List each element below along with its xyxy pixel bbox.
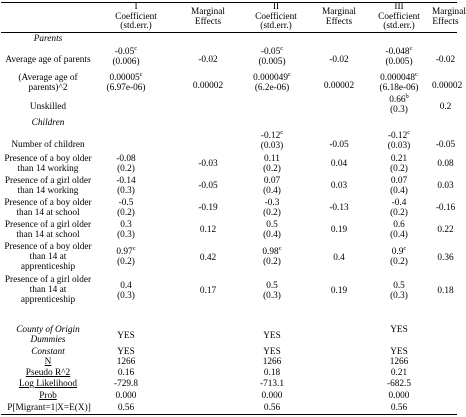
coef-cell: 0.07 (0.4)	[263, 176, 281, 196]
value-cell: YES	[263, 331, 281, 341]
value-cell: -682.5	[386, 379, 411, 389]
marginal-cell: 0.00002	[323, 81, 355, 91]
value-cell: YES	[117, 347, 135, 357]
value-cell: 0.18	[263, 368, 281, 378]
marginal-cell: 0.08	[437, 159, 454, 169]
coef-cell: 0.4 (0.3)	[117, 281, 135, 301]
col-title: Coefficient	[255, 11, 297, 22]
row-label-girl-working: Presence of a girl older than 14 working	[4, 176, 92, 196]
col-title: Marginal	[432, 7, 466, 17]
header-rule	[1, 32, 457, 33]
marginal-cell: 0.36	[437, 253, 454, 263]
model-number: III	[394, 2, 404, 12]
marginal-cell: 0.22	[437, 225, 454, 235]
coef-cell: 0.000049$^c$ (6.2e-06)	[253, 70, 291, 93]
col-subtitle: (std.err.)	[383, 21, 415, 31]
marginal-cell: -0.05	[329, 140, 349, 150]
marginal-cell: -0.05	[435, 140, 456, 150]
marginal-cell: 0.03	[330, 181, 348, 191]
marginal-cell: 0.17	[199, 286, 217, 296]
row-label-boy-apprenticeship: Presence of a boy older than 14 at apprenticeship	[4, 242, 92, 272]
value-cell: 0.000	[115, 391, 137, 401]
coef-cell: -0.5 (0.2)	[117, 198, 135, 218]
marginal-cell: -0.02	[329, 55, 349, 65]
marginal-cell: -0.05	[198, 181, 218, 191]
section-parents: Parents	[33, 34, 63, 44]
marginal-cell: -0.13	[329, 203, 349, 213]
coef-cell: -0.14 (0.3)	[116, 176, 136, 196]
coef-cell: 0.21 (0.2)	[390, 154, 408, 174]
marginal-cell: 0.00002	[192, 81, 224, 91]
coef-cell: 0.97$^c$ (0.2)	[116, 244, 136, 267]
row-label-avg-age: Average age of parents	[5, 55, 91, 65]
value-cell: 0.16	[117, 368, 135, 378]
coef-cell: 0.00005$^c$ (6.97e-06)	[106, 70, 146, 93]
row-label-prob: Prob	[39, 391, 57, 401]
row-label-county-dummies: County of Origin Dummies	[16, 325, 80, 345]
coef-cell: 0.98$^c$ (0.2)	[262, 244, 282, 267]
col-subtitle: (std.err.)	[260, 21, 292, 31]
value-cell: 0.000	[388, 391, 410, 401]
row-label-n: N	[44, 357, 52, 367]
coef-cell: -0.05$^c$ (0.006)	[112, 44, 140, 67]
marginal-cell: 0.2	[439, 102, 452, 112]
value-cell: -713.1	[259, 379, 284, 389]
coef-cell: -0.08 (0.2)	[116, 154, 136, 174]
coef-cell: 0.11 (0.2)	[263, 154, 281, 174]
marginal-cell: 0.18	[437, 286, 454, 296]
coef-cell: 0.9$^c$ (0.2)	[390, 244, 408, 267]
value-cell: -729.8	[113, 379, 138, 389]
value-cell: YES	[390, 347, 408, 357]
marginal-cell: 0.19	[330, 225, 348, 235]
col-title: Marginal	[191, 7, 225, 17]
col-header-model-3	[366, 3, 432, 32]
row-label-boy-school: Presence of a boy older than 14 at school	[4, 198, 92, 218]
value-cell: YES	[117, 331, 135, 341]
row-label-avg-age-squared: (Average age of parents)^2	[18, 73, 78, 93]
marginal-cell: 0.03	[437, 181, 454, 191]
value-cell: 0.21	[390, 368, 408, 378]
row-label-girl-apprenticeship: Presence of a girl older than 14 at apprenticeship	[4, 275, 92, 305]
marginal-cell: 0.19	[330, 286, 348, 296]
marginal-cell: 0.42	[199, 253, 217, 263]
model-number: I	[134, 2, 138, 12]
marginal-cell: -0.02	[198, 55, 218, 65]
value-cell: YES	[390, 325, 408, 335]
col-subtitle: (std.err.)	[120, 21, 152, 31]
row-label-constant: Constant	[31, 347, 65, 357]
col-header-model-2	[240, 3, 312, 32]
col-title: Coefficient	[115, 11, 157, 22]
coef-cell: -0.05$^c$ (0.005)	[258, 44, 286, 67]
value-cell: 0.56	[117, 403, 135, 413]
row-label-log-likelihood: Log Likelihood	[18, 379, 78, 389]
value-cell: 1266	[116, 357, 136, 367]
coef-cell: -0.12$^c$ (0.03)	[260, 128, 284, 151]
coef-cell: 0.5 (0.3)	[390, 281, 408, 301]
section-children: Children	[31, 118, 65, 128]
row-label-p-migrant: P[Migrant=1|X=E(X)]	[7, 403, 91, 413]
row-label-girl-school: Presence of a girl older than 14 at school	[4, 220, 92, 240]
col-subtitle: Effects	[194, 16, 222, 27]
value-cell: 0.56	[263, 403, 281, 413]
marginal-cell: 0.00002	[432, 81, 463, 91]
marginal-cell: -0.16	[435, 203, 456, 213]
coef-cell: 0.3 (0.3)	[117, 220, 135, 240]
coef-cell: -0.4 (0.2)	[390, 198, 408, 218]
coef-cell: -0.048$^c$ (0.005)	[385, 44, 413, 67]
model-number: II	[272, 2, 280, 12]
bottom-rule	[1, 414, 457, 415]
coef-cell: 0.07 (0.4)	[390, 176, 408, 196]
row-label-boy-working: Presence of a boy older than 14 working	[4, 154, 92, 174]
row-label-number-of-children: Number of children	[11, 140, 85, 150]
col-title: Coefficient	[378, 11, 420, 22]
marginal-cell: 0.12	[199, 225, 217, 235]
marginal-cell: -0.03	[198, 159, 218, 169]
col-header-model-1	[96, 3, 176, 32]
marginal-cell: 0.04	[330, 159, 348, 169]
value-cell: 0.56	[390, 403, 408, 413]
marginal-cell: -0.02	[435, 55, 456, 65]
coef-cell: 0.6 (0.4)	[390, 220, 408, 240]
coef-cell: -0.3 (0.2)	[263, 198, 281, 218]
col-title: Marginal	[322, 7, 356, 17]
col-subtitle: Effects	[325, 16, 353, 27]
value-cell: YES	[263, 347, 281, 357]
coef-cell: 0.000048$^c$ (6.18e-06)	[379, 70, 419, 93]
col-subtitle: Effects	[432, 16, 459, 27]
row-label-pseudo-r2: Pseudo R^2	[25, 368, 71, 378]
coef-cell: 0.5 (0.4)	[263, 220, 281, 240]
value-cell: 1266	[389, 357, 409, 367]
value-cell: 1266	[262, 357, 282, 367]
marginal-cell: -0.19	[198, 203, 218, 213]
coef-cell: 0.5 (0.3)	[263, 281, 281, 301]
coef-cell: 0.66$^b$ (0.3)	[389, 92, 409, 115]
value-cell: 0.000	[261, 391, 283, 401]
row-label-unskilled: Unskilled	[29, 102, 67, 112]
marginal-cell: 0.4	[333, 253, 345, 263]
coef-cell: -0.12$^c$ (0.03)	[387, 128, 411, 151]
